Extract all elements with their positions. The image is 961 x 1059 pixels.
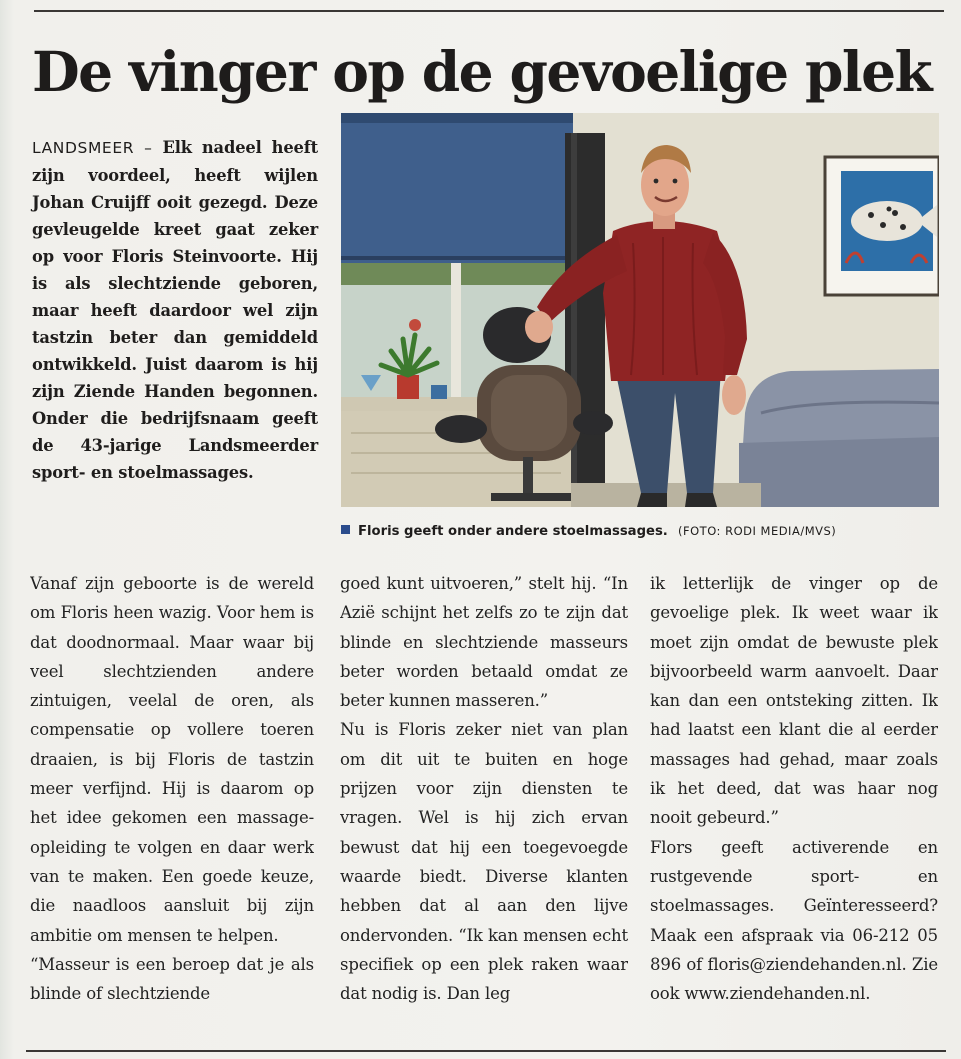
caption-text: Floris geeft onder andere stoelmassages. xyxy=(358,524,668,539)
body-column-2 xyxy=(340,569,628,1039)
article-headline: De vinger op de gevoelige plek xyxy=(32,39,932,104)
article-intro xyxy=(32,134,318,486)
photo-credit: (FOTO: RODI MEDIA/MVS) xyxy=(678,524,837,538)
body-column-3 xyxy=(650,569,938,1039)
intro-text: Elk nadeel heeft zijn voordeel, heeft wijlen Johan Cruijff ooit gezegd. Deze gevleugelde kreet gaat zeker op voor Floris Steinvoorte. Hij is als slechtziende geboren, maar heeft daardoor wel zijn tastzin beter dan gemiddeld ontwikkeld. Juist daarom is hij zijn Ziende Handen begonnen. Onder die bedrijfsnaam geeft de 43-jarige Landsmeerder sport- en stoelmassages. xyxy=(32,138,318,482)
top-rule xyxy=(34,10,944,12)
dateline: LANDSMEER – xyxy=(32,139,153,157)
paragraph: goed kunt uitvoeren,” stelt hij. “In Azië schijnt het zelfs zo te zijn dat blinde en slechtziende masseurs beter worden betaald omdat ze beter kunnen masseren.” xyxy=(340,574,628,711)
caption-marker xyxy=(341,525,350,534)
article-photo xyxy=(341,113,939,507)
paragraph: ik letterlijk de vinger op de gevoelige plek. Ik weet waar ik moet zijn omdat de bewuste plek bijvoorbeeld warm aanvoelt. Daar kan dan een ontsteking zitten. Ik had laatst een klant die al eerder massages had gehad, maar zoals ik het deed, dat was haar nog nooit gebeurd.” xyxy=(650,574,938,828)
body-column-1 xyxy=(30,569,314,1039)
bottom-rule xyxy=(26,1050,946,1052)
paragraph: Vanaf zijn geboorte is de wereld om Floris heen wazig. Voor hem is dat doodnormaal. Maar waar bij veel slechtzienden andere zintuigen, veelal de oren, als compensatie op vollere toeren draaien, is bij Floris de tastzin meer verfijnd. Hij is daarom op het idee gekomen een massage-opleiding te volgen en daar werk van te maken. Een goede keuze, die naadloos aansluit bij zijn ambitie om mensen te helpen. xyxy=(30,574,314,945)
paragraph: Nu is Floris zeker niet van plan om dit uit te buiten en hoge prijzen voor zijn diensten te vragen. Wel is hij zich ervan bewust dat hij een toegevoegde waarde biedt. Diverse klanten hebben dat al aan den lijve ondervonden. “Ik kan mensen echt specifiek op een plek raken waar dat nodig is. Dan leg xyxy=(340,720,628,1004)
paragraph: “Masseur is een beroep dat je als blinde of slechtziende xyxy=(30,954,314,1004)
paragraph: Flors geeft activerende en rustgevende sport- en stoelmassages. Geïnteresseerd? Maak een afspraak via 06-212 05 896 of floris@ziendehanden.nl. Zie ook www.ziendehanden.nl. xyxy=(650,837,938,1004)
photo-caption xyxy=(341,521,941,542)
